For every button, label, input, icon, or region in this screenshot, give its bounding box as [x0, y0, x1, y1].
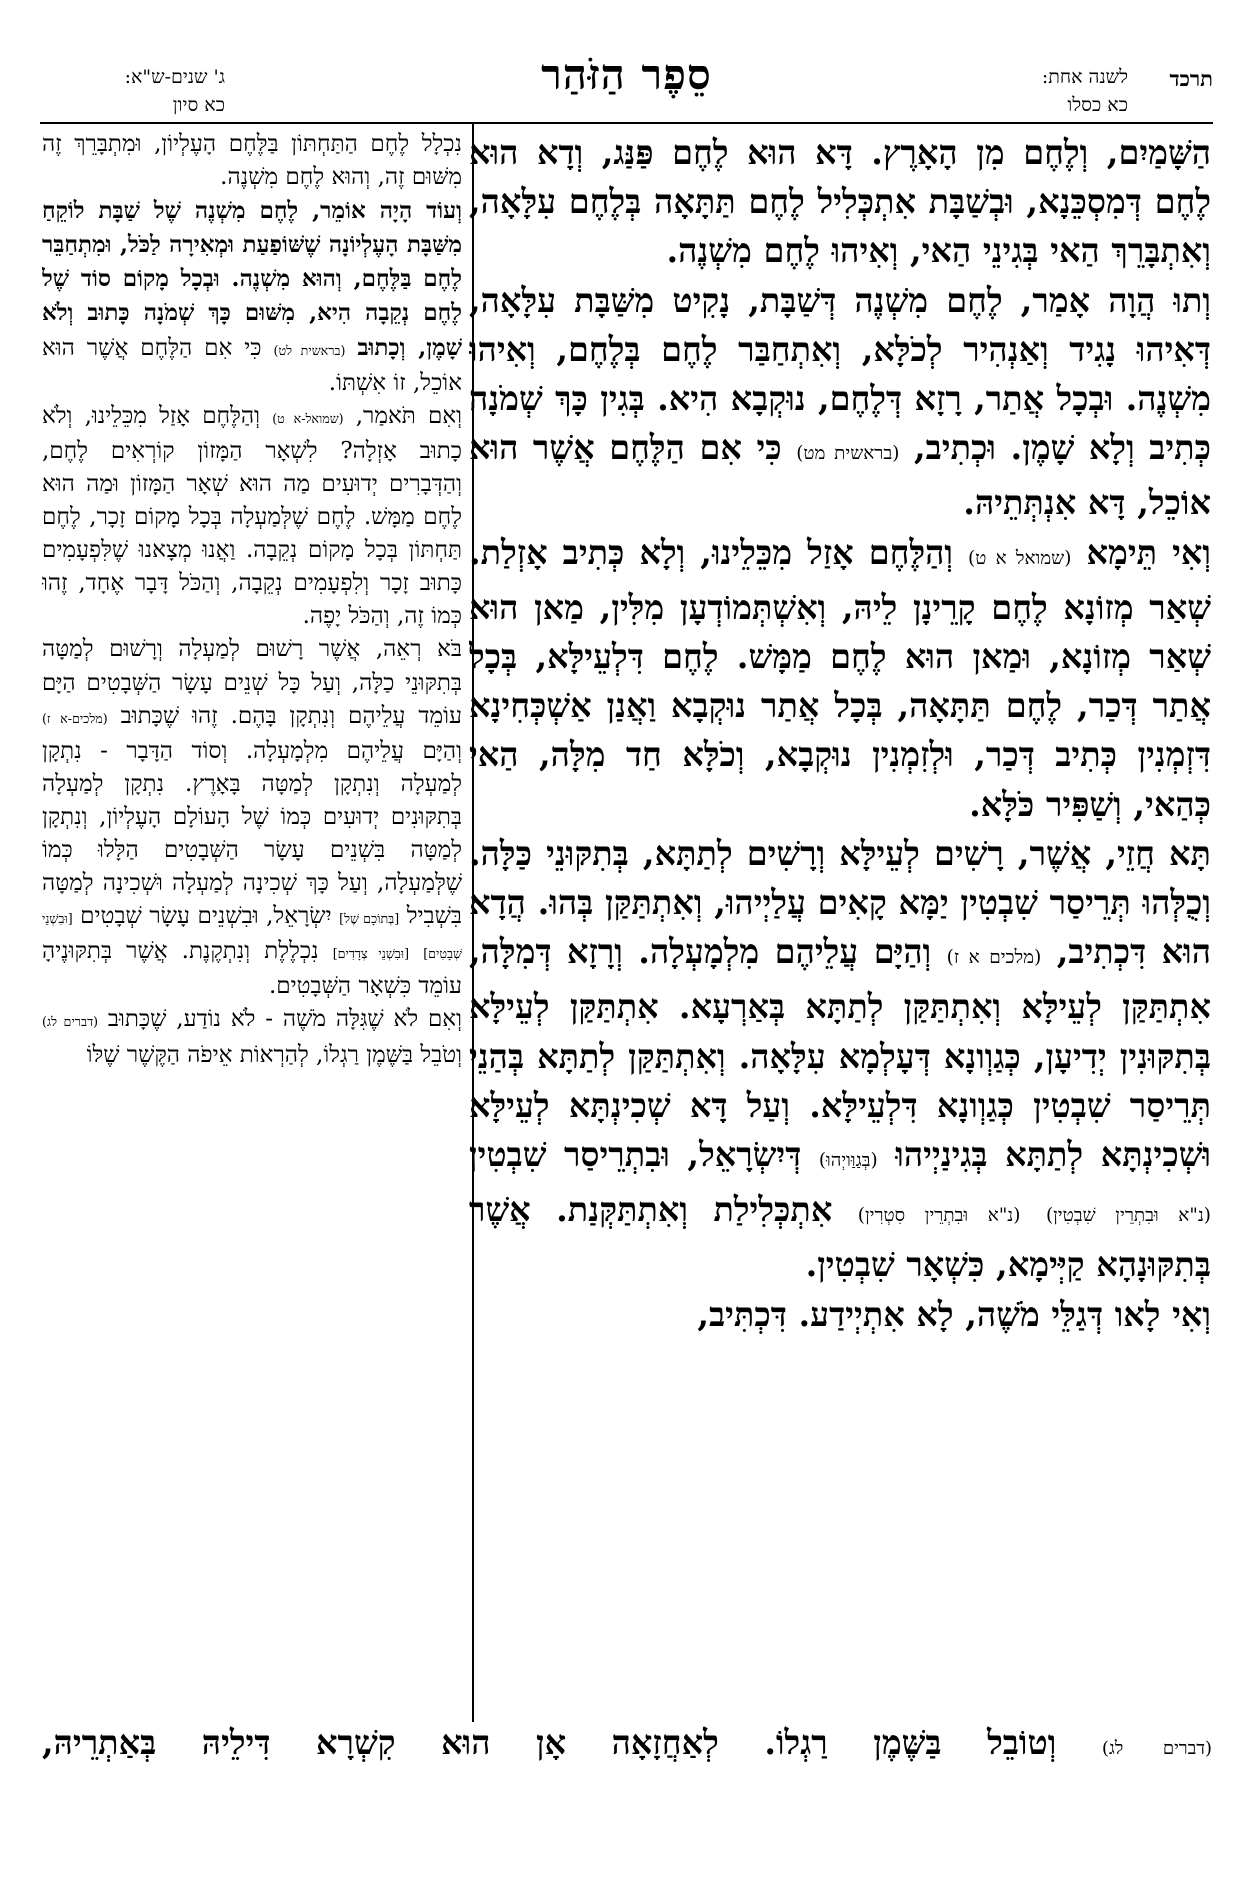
main-paragraph: וְאִי תֵּימָא (שמואל א ט) וְהַלֶּחֶם אָזַל מִכֵּלֵינוּ, וְלָא כְּתִיב אָזְלַת. שְׁאַר מְזוֹנָא לֶחֶם קָרֵינָן לֵיהּ, וְאִשְׁתְּמוֹדְעָן מִלִּין, מַאן הוּא שְׁאַר מְזוֹנָא, וּמַאן הוּא לֶחֶם מַמָּשׁ. לֶחֶם דִּלְעֵילָּא, בְּכָל אֲתַר דְּכַר, לֶחֶם תַּתָּאָה, בְּכָל אֲתַר נוּקְבָא וַאֲנַן אַשְׁכְּחִינָא דִּזְמְנִין כְּתִיב דְּכַר, וּלְזִמְנִין נוּקְבָא, וְכֹלָּא חַד מִלָּה, הַאי כְּהַאי, וְשַׁפִּיר כֹּלָּא. — [469, 532, 1211, 824]
page-number: תרכד — [1169, 66, 1213, 91]
source-citation: (שמואל א ט) — [968, 547, 1072, 569]
main-paragraph: וְאִי לָאו דְּגַלֵּי מֹשֶׁה, לָא אִתְיְידַע. דִּכְתִּיב, — [697, 1294, 1211, 1334]
main-paragraph: וְתוּ הֲוָה אָמַר, לֶחֶם מִשְׁנֶה דְּשַׁבָּת, נָקִיט מִשַּׁבָּת עִלָּאָה, דְּאִיהוּ נָגִיד וְאַנְהִיר לְכֹלָּא, וְאִתְחַבַּר לֶחֶם בְּלֶחֶם, וְאִיהוּ מִשְׁנֶה. וּבְכָל אֲתַר, רָזָא דְּלֶחֶם, נוּקְבָא הִיא. בְּגִין כָּךְ שְׁמֹנָה כְּתִיב וְלָא שָׁמֶן. וּכְתִיב, (בראשית מט) כִּי אִם הַלֶּחֶם אֲשֶׁר הוּא אוֹכֵל, דָּא אִנְתְּתֵיהּ. — [469, 280, 1211, 523]
hebrew-translation-column — [42, 128, 462, 1728]
source-citation: (מלכים א ז) — [946, 947, 1042, 969]
source-citation: (בראשית מט) — [796, 443, 900, 465]
variant-note: (נ"א וּבִתְרֵין שִׁבְטִין) — [1045, 1205, 1211, 1227]
daily-schedule-three-years — [55, 63, 225, 119]
source-citation: (שמואל-א ט) — [272, 410, 344, 426]
schedule-date: כא כסלו — [1067, 94, 1128, 116]
source-citation: (מלכים-א ז) — [42, 710, 108, 726]
side-paragraph: בֹּא רְאֵה, אֲשֶׁר רָשׁוּם לְמַעְלָה וְרָשׁוּם לְמַטָּה בְּתִקּוּנֵי כַלָּה, וְעַל כָּל שְׁנֵים עָשָׂר הַשְּׁבָטִים הַיָּם עוֹמֵד עֲלֵיהֶם וְנִתְקָן בָּהֶם. זֶהוּ שֶׁכָּתוּב (מלכים-א ז) וְהַיָּם עֲלֵיהֶם מִלְמָעְלָה. וְסוֹד הַדָּבָר - נִתְקָן לְמַעְלָה וְנִתְקָן לְמַטָּה בָּאָרֶץ. נִתְקָן לְמַעְלָה בְּתִקּוּנִים יְדוּעִים כְּמוֹ שֶׁל הָעוֹלָם הָעֶלְיוֹן, וְנִתְקָן לְמַטָּה בִּשְׁנֵים עָשָׂר הַשְּׁבָטִים הַלָּלוּ כְּמוֹ שֶׁלְּמַעְלָה, וְעַל כָּךְ שְׁכִינָה לְמַעְלָה וּשְׁכִינָה לְמַטָּה בִּשְׁבִיל [בְּתוֹכָם שֶׁל] יִשְׂרָאֵל, וּבִשְׁנֵים עָשָׂר שְׁבָטִים [וּבִשְׁנֵי שְׁבָטִים] [וּבִשְׁנֵי צְדָדִים] נִכְלֶלֶת וְנִתְקֶנֶת. אֲשֶׁר בְּתִקּוּנֶיהָ עוֹמֵד כִּשְׁאָר הַשְּׁבָטִים. — [42, 636, 462, 1000]
page-header — [0, 28, 1253, 128]
side-paragraph: וְאִם תֹּאמַר, (שמואל-א ט) וְהַלֶּחֶם אָזַל מִכֵּלֵינוּ, וְלֹא כָתוּב אָזְלָה? לִשְׁאָר הַמָּזוֹן קוֹרְאִים לֶחֶם, וְהַדְּבָרִים יְדוּעִים מַה הוּא שְׁאָר הַמָּזוֹן וּמַה הוּא לֶחֶם מַמָּשׁ. לֶחֶם שֶׁלְּמַעְלָה בְּכָל מָקוֹם זָכָר, לֶחֶם תַּחְתּוֹן בְּכָל מָקוֹם נְקֵבָה. וַאֲנוּ מְצָאנוּ שֶׁלִּפְעָמִים כָּתוּב זָכָר וְלִפְעָמִים נְקֵבָה, וְהַכֹּל דָּבָר אֶחָד, זֶהוּ כְּמוֹ זֶה, וְהַכֹּל יָפֶה. — [42, 402, 462, 630]
variant-note: [וּבִשְׁנֵי צְדָדִים] — [332, 946, 410, 962]
variant-note: (בְּגַוַּויְהוּ) — [818, 1150, 878, 1172]
variant-note: [בְּתוֹכָם שֶׁל] — [339, 911, 400, 927]
main-paragraph: תָּא חֲזֵי, אֲשֶׁר, רָשִׁים לְעֵילָּא וְרָשִׁים לְתַתָּא, בְּתִקּוּנֵי כַּלָּה. וְכֻלְּהוּ תְּרֵיסַר שִׁבְטִין יַמָּא קָאִים עֲלַיְיהוּ, וְאִתְתַּקַּן בְּהוּ. הֲדָא הוּא דִּכְתִיב, (מלכים א ז) וְהַיָּם עֲלֵיהֶם מִלְמָעְלָה. וְרָזָא דְּמִלָּה, אִתְתַּקַּן לְעֵילָּא וְאִתְתַּקַּן לְתַתָּא בְּאַרְעָא. אִתְתַּקַּן לְעֵילָּא בְּתִקּוּנִין יְדִיעָן, כְּגַוְונָא דְּעָלְמָא עִלָּאָה. וְאִתְתַּקַּן לְתַתָּא בְּהַנֵי תְּרֵיסַר שִׁבְטִין כְּגַוְונָא דִּלְעֵילָּא. וְעַל דָּא שְׁכִינְתָּא לְעֵילָּא וּשְׁכִינְתָּא לְתַתָּא בְּגִינַיְיהוּ (בְּגַוַּויְהוּ) דְּיִשְׂרָאֵל, וּבִתְרֵיסַר שִׁבְטִין (נ"א וּבִתְרֵין שִׁבְטִין) (נ"א וּבִתְרֵין סִטְרִין) אִתְכְּלִילַת וְאִתְתַּקְּנַת. אֲשֶׁר בְּתִקּוּנָהָא קַיְּימָא, כִּשְׁאָר שִׁבְטִין. — [469, 833, 1211, 1285]
full-width-bottom-line: (דברים לג) וְטוֹבֵל בַּשֶּׁמֶן רַגְלוֹ. לְאַחֲזָאָה אָן הוּא קִשְׁרָא דִּילֵיהּ בְּאַתְרֵיהּ, — [42, 1723, 1213, 1762]
header-rule — [40, 122, 1213, 124]
schedule-label: לשנה אחת: — [1041, 66, 1128, 88]
variant-note: [וּבִשְׁנֵי שְׁבָטִים] — [42, 911, 462, 962]
side-paragraph: נִכְלָל לֶחֶם הַתַּחְתּוֹן בַּלֶּחֶם הָעֶלְיוֹן, וּמִתְבָּרֵךְ זֶה מִשּׁוּם זֶה, וְהוּא לֶחֶם מִשְׁנֶה. — [42, 131, 462, 191]
schedule-label: ג' שנים-ש"א: — [124, 66, 225, 88]
book-title: סֵפֶר הַזֹּהַר — [541, 50, 712, 99]
variant-note: (נ"א וּבִתְרֵין סִטְרִין) — [857, 1205, 1021, 1227]
side-paragraph: וְעוֹד הָיָה אוֹמֵר, לֶחֶם מִשְׁנֶה שֶׁל שַׁבָּת לוֹקֵחַ מִשַּׁבָּת הָעֶלְיוֹנָה שֶׁשּׁוֹפַעַת וּמְאִירָה לַכֹּל, וּמִתְחַבֵּר לֶחֶם בַּלֶּחֶם, וְהוּא מִשְׁנֶה. וּבְכָל מָקוֹם סוֹד שֶׁל לֶחֶם נְקֵבָה הִיא, מִשּׁוּם כָּךְ שְׁמֹנָה כָּתוּב וְלֹא שָׁמֶן, וְכָתוּב (בראשית לט) כִּי אִם הַלֶּחֶם אֲשֶׁר הוּא אוֹכֵל, זוֹ אִשְׁתּוֹ. — [42, 197, 462, 396]
source-citation: (דברים לג) — [42, 1014, 99, 1030]
schedule-date: כא סיון — [172, 94, 225, 116]
source-citation: (דברים לג) — [1101, 1738, 1213, 1759]
main-paragraph: הַשָּׁמַיִם, וְלֶחֶם מִן הָאָרֶץ. דָּא הוּא לֶחֶם פַּנַּג, וְדָא הוּא לֶחֶם דְּמִסְכֵּנָא, וּבְשַׁבָּת אִתְכְּלִיל לֶחֶם תַּתָּאָה בְּלֶחֶם עִלָּאָה, וְאִתְבָּרֵךְ הַאי בְּגִינֵי הַאי, וְאִיהוּ לֶחֶם מִשְׁנֶה. — [469, 133, 1211, 271]
source-citation: (בראשית לט) — [273, 342, 346, 358]
aramaic-main-column — [469, 128, 1211, 1848]
side-paragraph: וְאִם לֹא שֶׁגִּלָּה מֹשֶׁה - לֹא נוֹדַע, שֶׁכָּתוּב (דברים לג) וְטֹבֵל בַּשֶּׁמֶן רַגְלוֹ, לְהַרְאוֹת אֵיפֹה הַקֶּשֶׁר שֶׁלּוֹ — [42, 1006, 462, 1068]
